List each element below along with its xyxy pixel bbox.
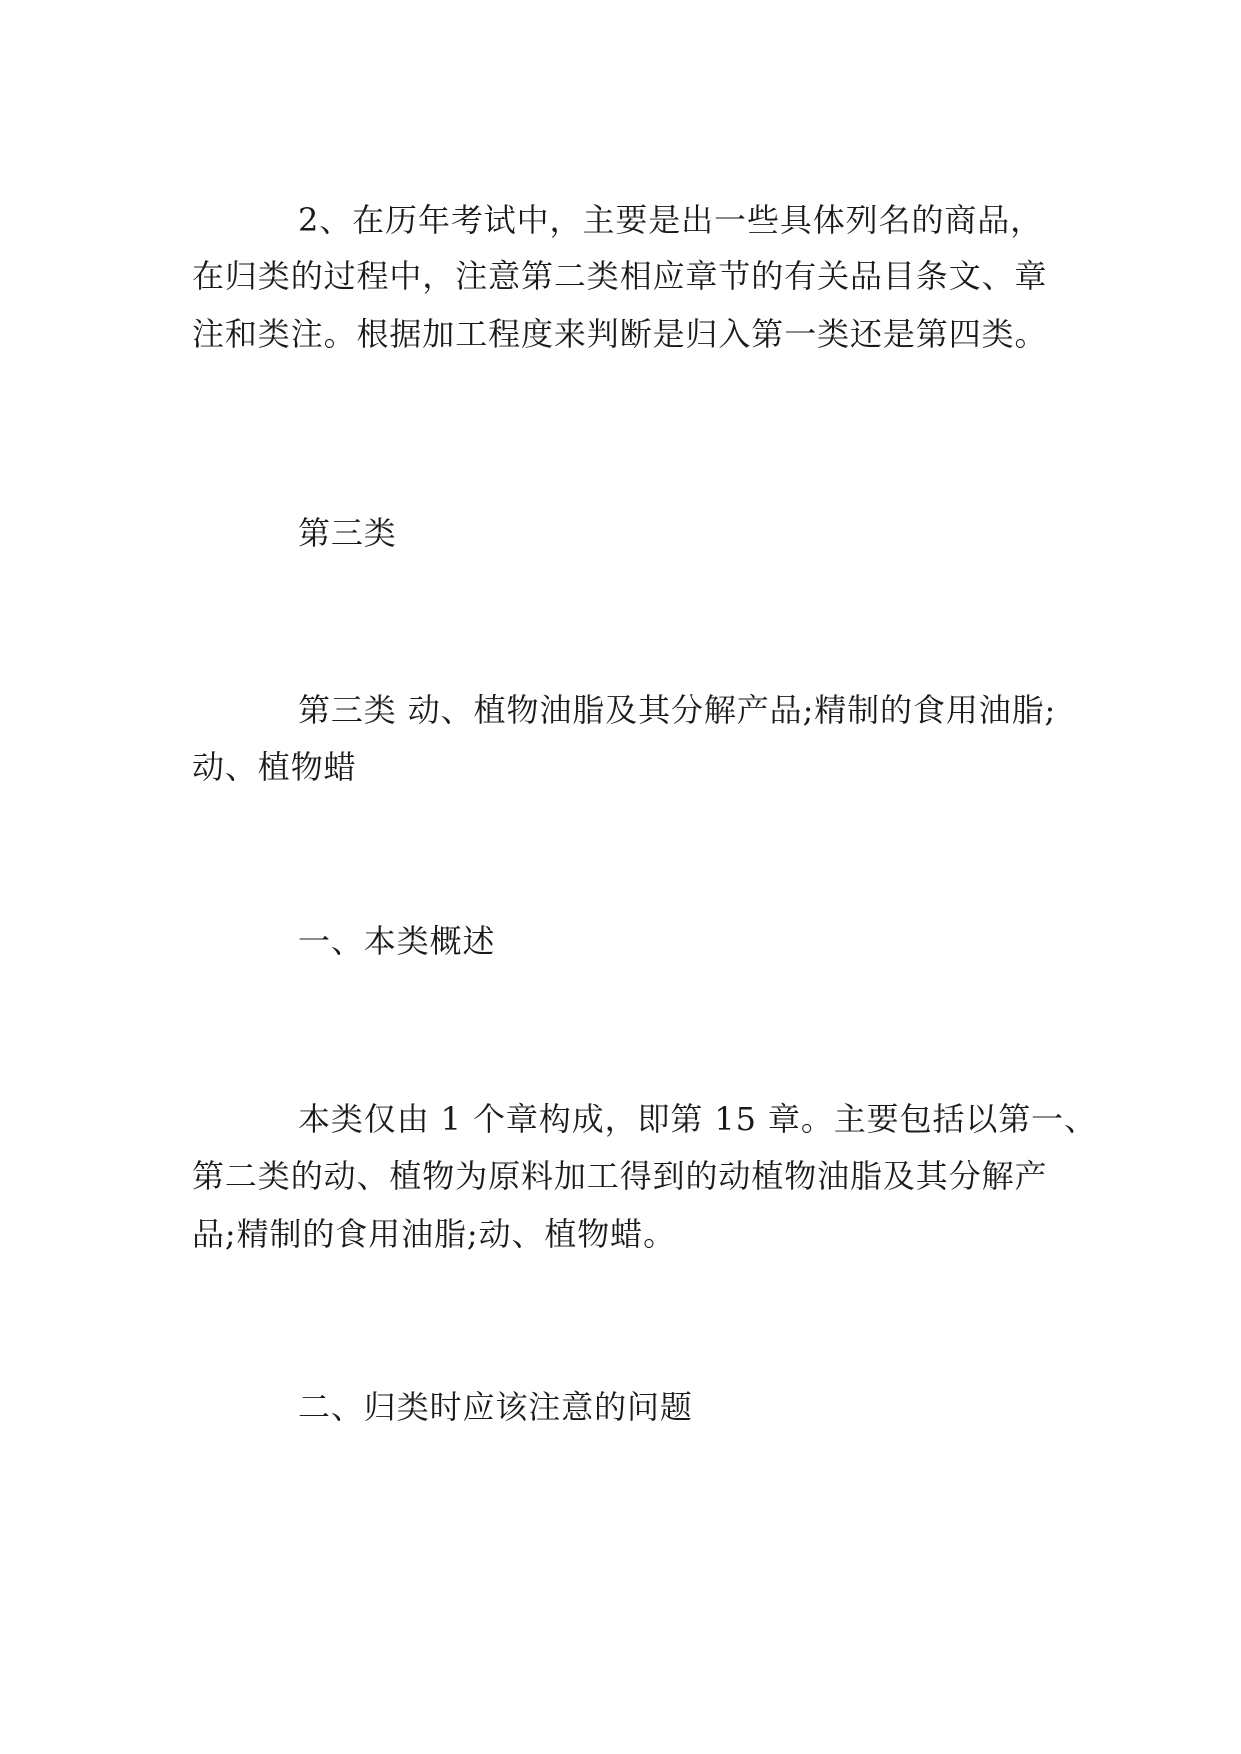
paragraph-1-line-1: 2、在历年考试中，主要是出一些具体列名的商品， bbox=[298, 201, 1044, 239]
paragraph-2-line-3: 品;精制的食用油脂;动、植物蜡。 bbox=[192, 1215, 676, 1253]
section-title-line-2: 动、植物蜡 bbox=[192, 748, 357, 786]
paragraph-1-line-2: 在归类的过程中，注意第二类相应章节的有关品目条文、章 bbox=[192, 257, 1048, 295]
paragraph-2-line-2: 第二类的动、植物为原料加工得到的动植物油脂及其分解产 bbox=[192, 1157, 1048, 1195]
section-title-line-1: 第三类 动、植物油脂及其分解产品;精制的食用油脂; bbox=[298, 691, 1057, 729]
paragraph-2-line-1: 本类仅由 1 个章构成，即第 15 章。主要包括以第一、 bbox=[298, 1100, 1097, 1138]
paragraph-1-line-3: 注和类注。根据加工程度来判断是归入第一类还是第四类。 bbox=[192, 315, 1048, 353]
subheading-overview: 一、本类概述 bbox=[298, 922, 496, 960]
section-heading: 第三类 bbox=[298, 514, 397, 552]
subheading-notes: 二、归类时应该注意的问题 bbox=[298, 1388, 693, 1426]
